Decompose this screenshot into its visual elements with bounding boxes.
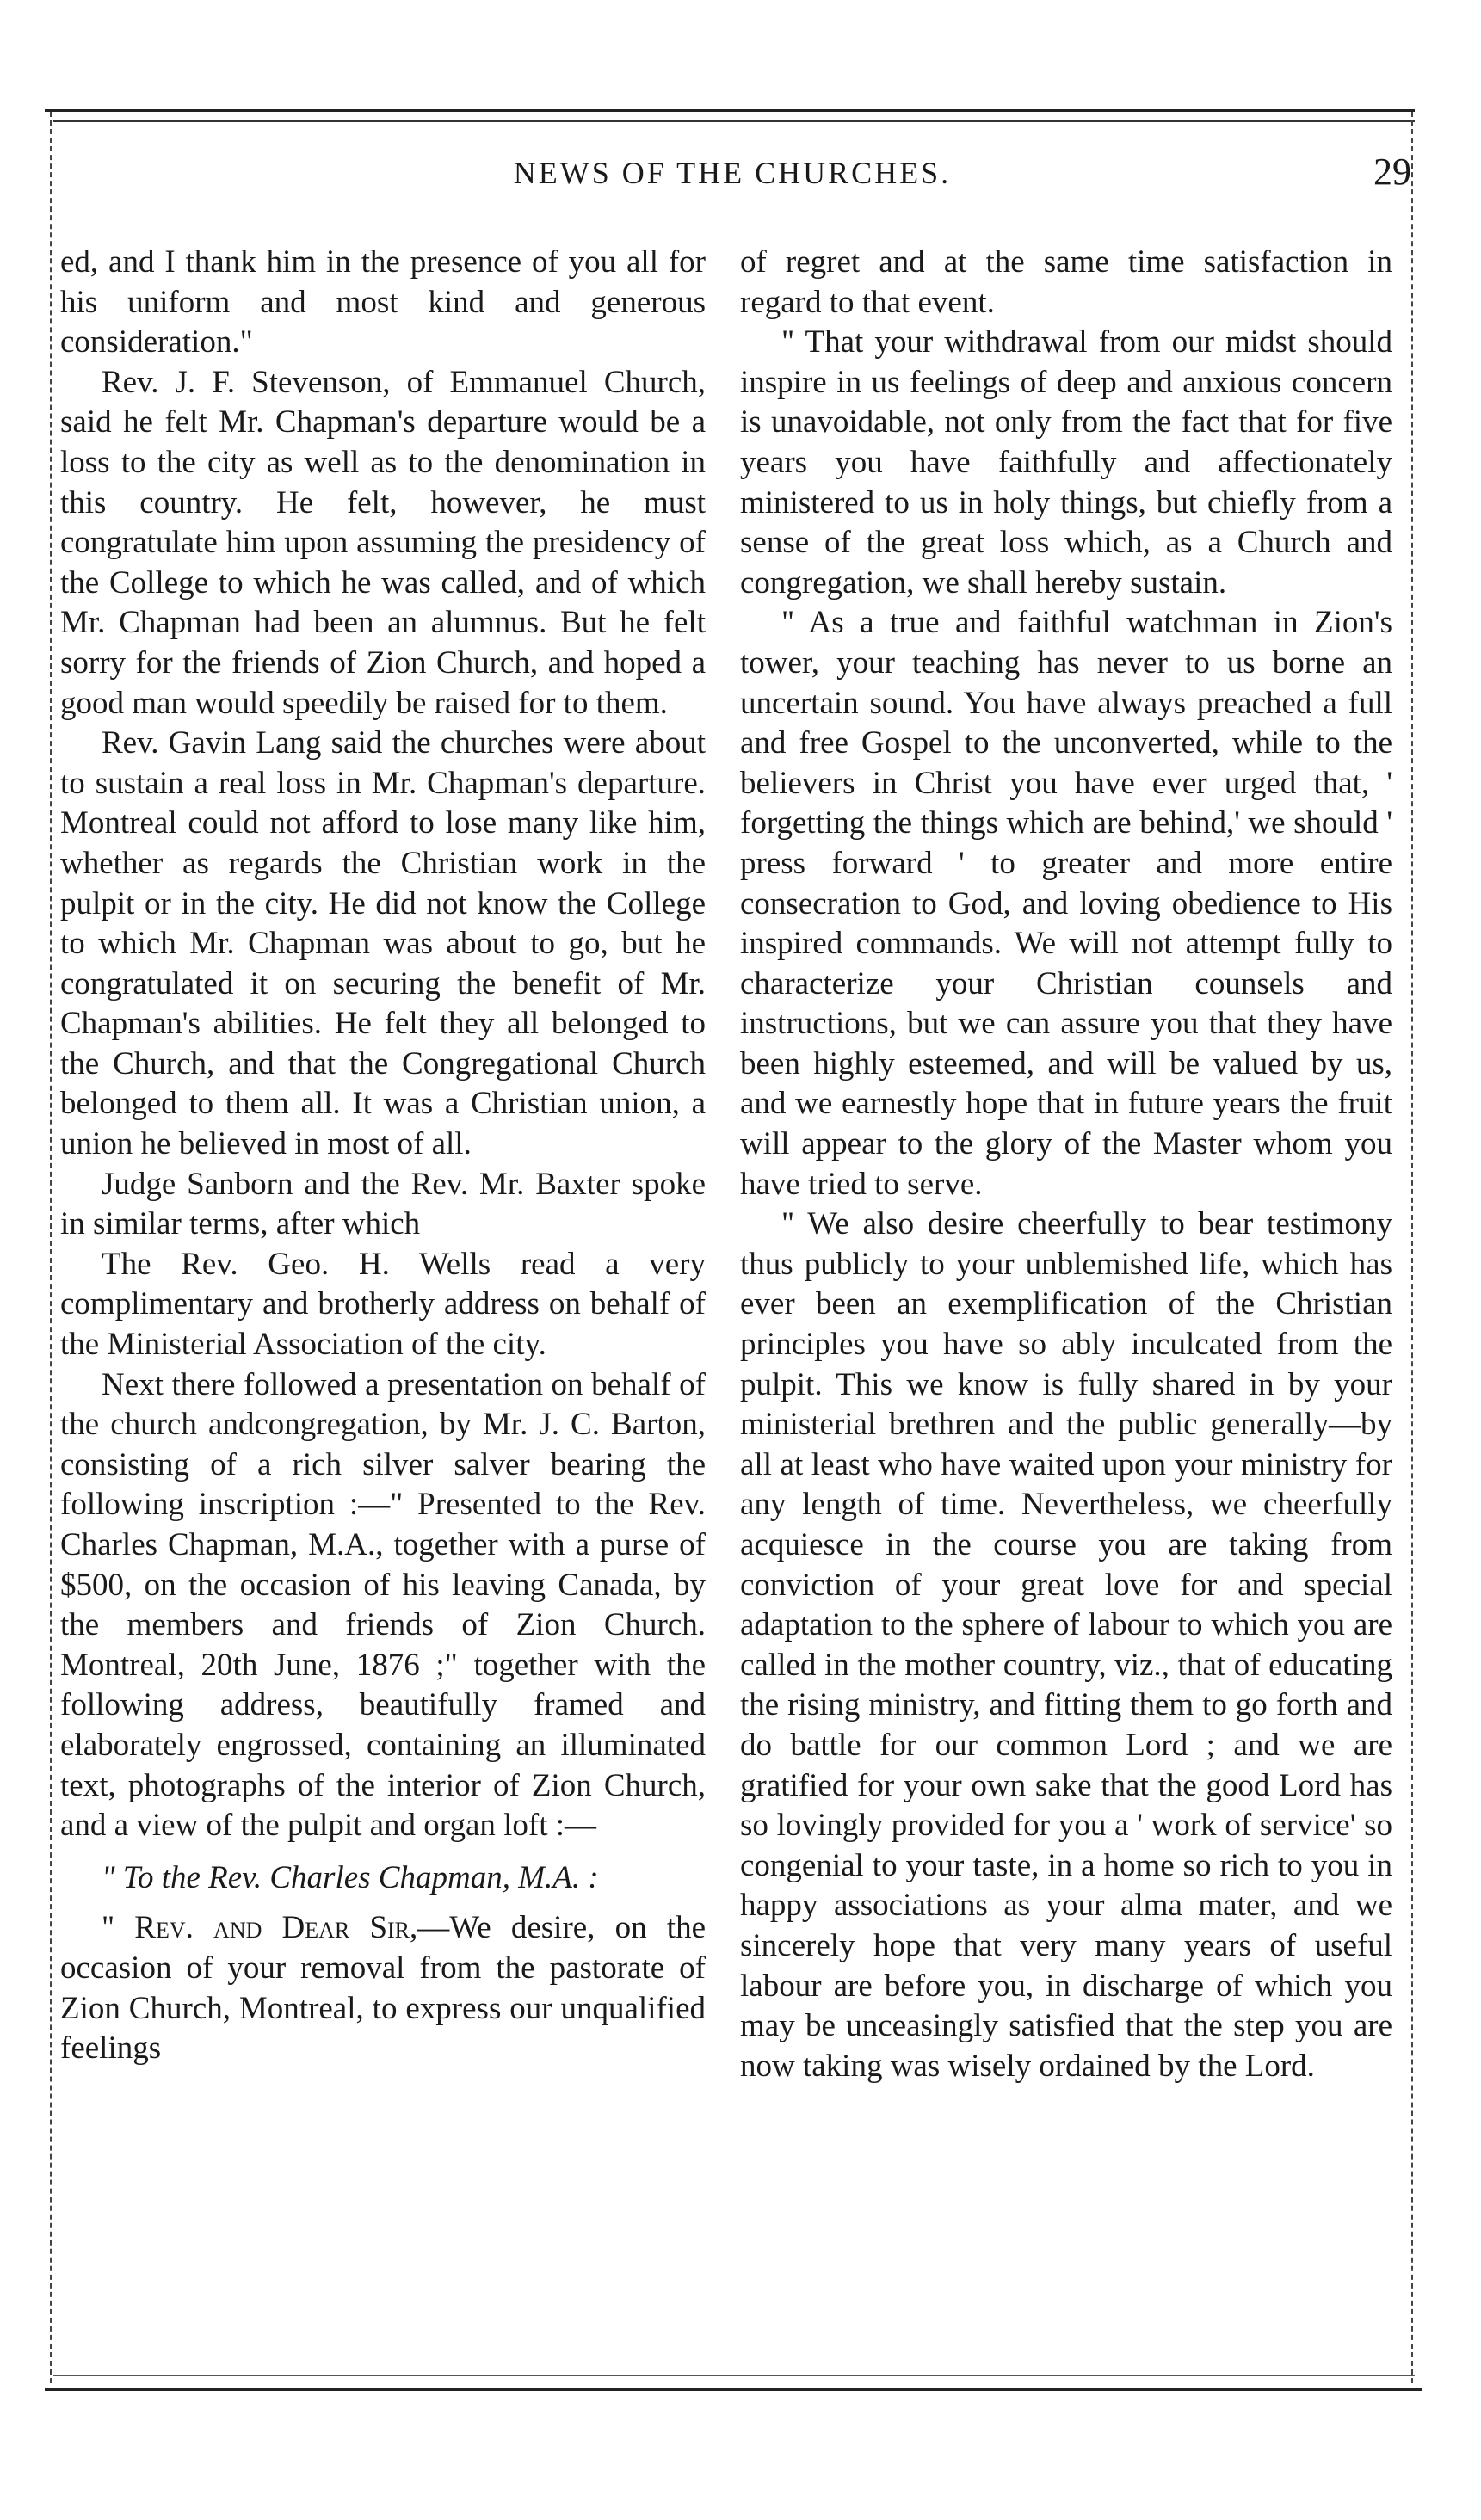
paragraph: of regret and at the same time satisfaction in regard to that event. bbox=[740, 244, 1392, 320]
bottom-border-rule bbox=[45, 2388, 1422, 2391]
paragraph bbox=[60, 1908, 706, 2068]
paragraph: ed, and I thank him in the presence of you all for his uniform and most kind and generous consideration." bbox=[60, 244, 706, 360]
top-inner-rule bbox=[53, 120, 1415, 122]
page-header bbox=[53, 151, 1411, 206]
paragraph: Next there followed a presentation on behalf of the church andcongregation, by Mr. J. C. Barton, consisting of a rich silver salver bearing the following inscription :—" Presented to the Rev. Charles Chapman, M.A., together with a purse of $500, on the occasion of his leaving Canada, by the members and friends of Zion Church. Montreal, 20th June, 1876 ;" together with the following address, beautifully framed and elaborately engrossed, containing an illuminated text, photographs of the interior of Zion Church, and a view of the pulpit and organ loft :— bbox=[60, 1366, 706, 1844]
running-head: NEWS OF THE CHURCHES. bbox=[513, 156, 952, 190]
left-column bbox=[60, 243, 706, 2069]
paragraph: Rev. J. F. Stevenson, of Emmanuel Church, said he felt Mr. Chapman's departure would be a loss to the city as well as to the denomination in this country. He felt, however, he must congratulate him upon assuming the presidency of the College to which he was called, and of which Mr. Chapman had been an alumnus. But he felt sorry for the friends of Zion Church, and hoped a good man would speedily be raised for to them. bbox=[60, 364, 706, 721]
top-border-rule bbox=[45, 109, 1415, 112]
address-salutation: " To the Rev. Charles Chapman, M.A. : bbox=[102, 1859, 599, 1895]
right-column bbox=[740, 243, 1392, 2086]
left-margin-line bbox=[50, 112, 52, 2383]
address-text: —We desire, on the occasion of your removal from the pastorate of Zion Church, Montreal, to express our unqualified feelings bbox=[60, 1910, 706, 2067]
right-margin-line bbox=[1411, 112, 1413, 2383]
bottom-inner-rule bbox=[53, 2375, 1415, 2376]
paragraph: Judge Sanborn and the Rev. Mr. Baxter spoke in similar terms, after which bbox=[60, 1166, 706, 1242]
paragraph: " As a true and faithful watchman in Zion's tower, your teaching has never to us borne an uncertain sound. You have always preached a full and free Gospel to the unconverted, while to the believers in Christ you have ever urged that, ' forgetting the things which are behind,' we should ' press forward ' to greater and more entire consecration to God, and loving obedience to His inspired commands. We will not attempt fully to characterize your Christian counsels and instructions, but we can assure you that they have been highly esteemed, and will be valued by us, and we earnestly hope that in future years the fruit will appear to the glory of the Master whom you have tried to serve. bbox=[740, 605, 1392, 1202]
paragraph: Rev. Gavin Lang said the churches were about to sustain a real loss in Mr. Chapman's departure. Montreal could not afford to lose many like him, whether as regards the Christian work in the pulpit or in the city. He did not know the College to which Mr. Chapman was about to go, but he congratulated it on securing the benefit of Mr. Chapman's abilities. He felt they all belonged to the Church, and that the Congregational Church belonged to them all. It was a Christian union, a union he believed in most of all. bbox=[60, 725, 706, 1162]
page-number: 29 bbox=[1373, 151, 1411, 193]
paragraph: " We also desire cheerfully to bear testimony thus publicly to your unblemished life, which has ever been an exemplification of the Christian principles you have so ably inculcated from the pulpit. This we know is fully shared in by your ministerial brethren and the public generally—by all at least who have waited upon your ministry for any length of time. Nevertheless, we cheerfully acquiesce in the course you are taking from conviction of your great love for and special adaptation to the sphere of labour to which you are called in the mother country, viz., that of educating the rising ministry, and fitting them to go forth and do battle for our common Lord ; and we are gratified for your own sake that the good Lord has so lovingly provided for you a ' work of service' so congenial to your taste, in a home so rich to you in happy associations as your alma mater, and we sincerely hope that very many years of useful labour are before you, in discharge of which you may be unceasingly satisfied that the step you are now taking was wisely ordained by the Lord. bbox=[740, 1206, 1392, 2084]
paragraph: " That your withdrawal from our midst should inspire in us feelings of deep and anxious concern is unavoidable, not only from the fact that for five years you have faithfully and affectionately ministered to us in holy things, but chiefly from a sense of the great loss which, as a Church and congregation, we shall hereby sustain. bbox=[740, 324, 1392, 601]
address-greeting: " Rev. and Dear Sir, bbox=[102, 1910, 418, 1946]
paragraph: The Rev. Geo. H. Wells read a very complimentary and brotherly address on behalf of the Ministerial Association of the city. bbox=[60, 1246, 706, 1363]
